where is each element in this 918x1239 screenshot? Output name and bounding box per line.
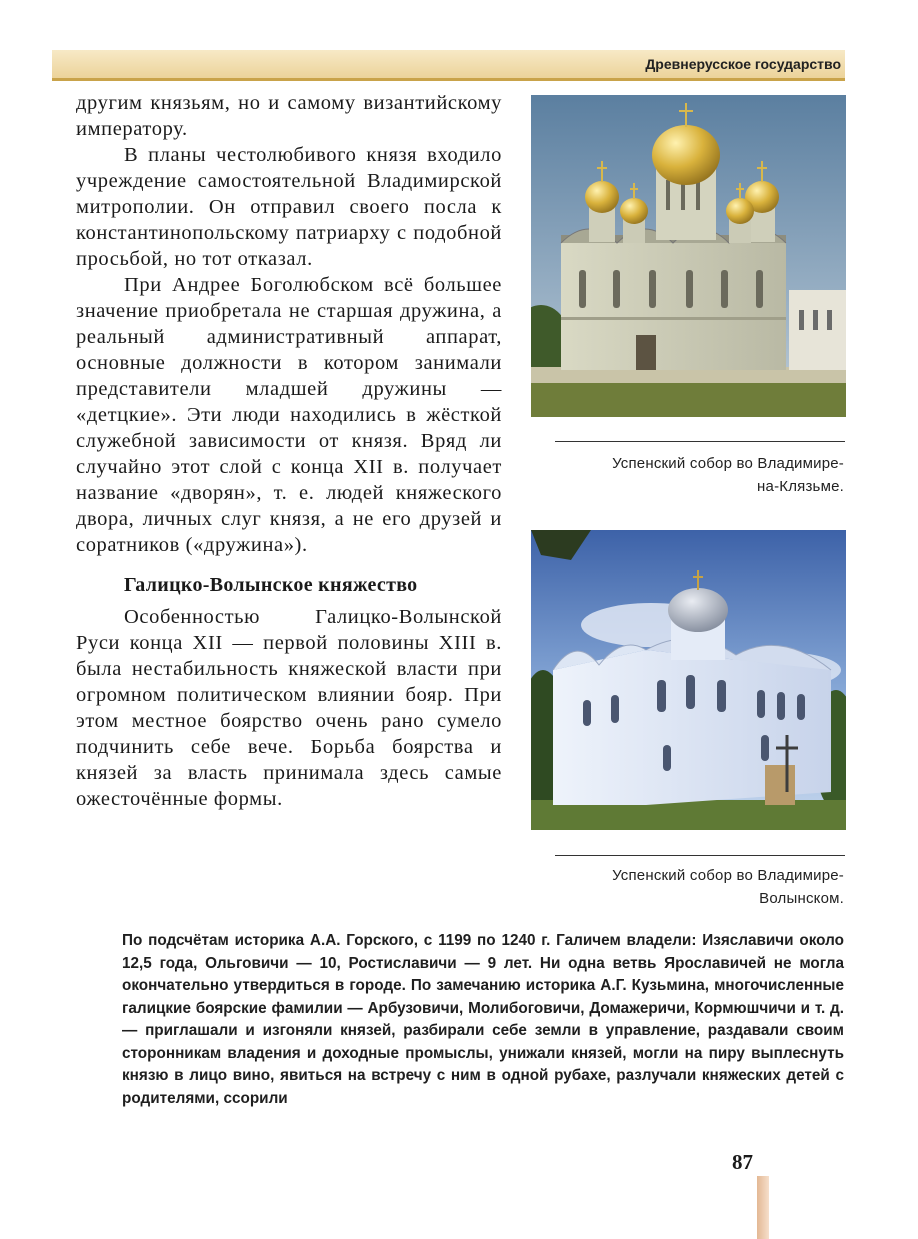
- page-header: [52, 50, 845, 81]
- caption-rule: [555, 441, 845, 442]
- paragraph-continued: другим князьям, но и самому византийскому императору.: [76, 92, 502, 140]
- caption-line: Успенский собор во Владимире-: [612, 455, 844, 472]
- cathedral-volhynia-photo: [531, 530, 846, 830]
- figure-caption-1: [540, 452, 844, 498]
- caption-rule: [555, 855, 845, 856]
- section-heading: Галицко-Волынское княжество: [124, 574, 418, 596]
- page-number: 87: [732, 1150, 753, 1174]
- paragraph-druzhina: При Андрее Боголюбском всё большее значение приобретала не старшая дружина, а реальный административный аппарат, основные должности в котором занимали представители младшей дружины — «детцкие». Эти люди находились в жёсткой служебной зависимости от князя. Вряд ли случайно этот слой с конца XII в. получает название «дворян», т. е. людей княжеского двора, личных слуг князя, а не его друзей и соратников («дружина»).: [76, 274, 502, 556]
- page-edge-tab: [757, 1176, 769, 1239]
- paragraph-galicia-volhynia: Особенностью Галицко-Волынской Руси конца XII — первой половины XIII в. была нестабильность княжеской власти при огромном политическом влиянии бояр. При этом местное боярство очень рано сумело подчинить себе вече. Борьба боярства и князей за власть принимала здесь самые ожесточённые формы.: [76, 606, 502, 810]
- figure-caption-2: [540, 864, 844, 910]
- caption-line: Успенский собор во Владимире-: [612, 867, 844, 884]
- caption-line: Волынском.: [759, 890, 844, 907]
- cathedral-vladimir-photo: [531, 95, 846, 417]
- paragraph-metropolis: В планы честолюбивого князя входило учреждение самостоятельной Владимирской митрополии. Он отправил своего посла к константинопольскому патриарху с подобной просьбой, но тот отказал.: [76, 144, 502, 270]
- running-title: Древнерусское государство: [645, 56, 841, 72]
- side-note-block: По подсчётам историка А.А. Горского, с 1199 по 1240 г. Галичем владели: Изяславичи около 12,5 года, Ольговичи — 10, Ростиславичи — 9 лет. Ни одна ветвь Ярославичей не могла окончательно утвердиться в городе. По замечанию историка А.Г. Кузьмина, многочисленные галицкие боярские фамилии — Арбузовичи, Молибоговичи, Домажеричи, Кормюшчичи и т. д. — приглашали и изгоняли князей, разбирали себе земли в управление, раздавали своим сторонникам владения и доходные промыслы, унижали князей, могли на пиру выплеснуть князю в лицо вино, явиться на встречу с ним в одной рубахе, разлучали княжеских детей с родителями, ссорили: [122, 932, 844, 1107]
- caption-line: на-Клязьме.: [757, 478, 844, 495]
- main-text-column: [76, 90, 502, 812]
